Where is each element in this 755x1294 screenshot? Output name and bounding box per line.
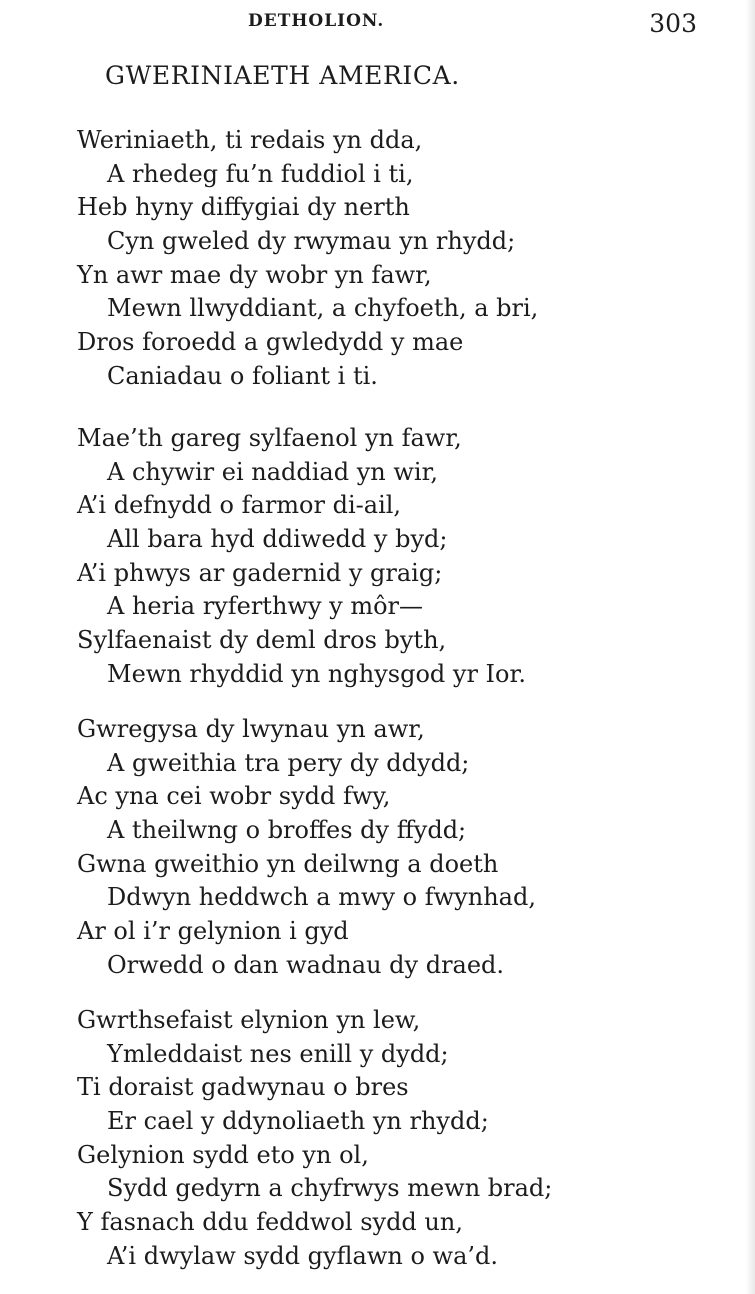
poem-line: A heria ryferthwy y môr— [107,592,423,621]
poem-line: Ac yna cei wobr sydd fwy, [77,782,391,811]
poem-line: Orwedd o dan wadnau dy draed. [107,950,505,979]
poem-line: A rhedeg fu’n fuddiol i ti, [107,159,414,188]
poem-line: A theilwng o broffes dy ffydd; [107,816,467,845]
poem-line: Mae’th gareg sylfaenol yn fawr, [77,424,462,452]
poem-line: Dros foroedd a gwledydd y mae [77,328,464,357]
poem-line: A’i dwylaw sydd gyflawn o wa’d. [107,1241,499,1270]
poem-line: Cyn gweled dy rwymau yn rhydd; [107,227,516,256]
stanza-4 [77,1004,727,1274]
poem-line: Sydd gedyrn a chyfrwys mewn brad; [107,1174,553,1203]
poem-line: Er cael y ddynoliaeth yn rhydd; [107,1107,489,1136]
stanza-2 [77,422,727,692]
poem-line: Mewn rhyddid yn nghysgod yr Ior. [107,659,526,688]
poem-line: Heb hyny diffygiai dy nerth [77,193,410,222]
poem-title: GWERINIAETH AMERICA. [105,61,460,90]
poem-line: Yn awr mae dy wobr yn fawr, [77,260,432,289]
poem-line: Gwrthsefaist elynion yn lew, [77,1006,421,1034]
poem-line: All bara hyd ddiwedd y byd; [107,525,448,554]
poem-line: A’i defnydd o farmor di-ail, [77,491,402,520]
page-edge-shadow [745,0,755,1294]
poem-line: Weriniaeth, ti redais yn dda, [77,126,423,154]
poem-line: Sylfaenaist dy deml dros byth, [77,626,447,655]
poem-line: A gweithia tra pery dy ddydd; [107,748,470,777]
poem-line: Gwna gweithio yn deilwng a doeth [77,849,499,878]
poem-line: Mewn llwyddiant, a chyfoeth, a bri, [107,294,539,323]
poem-line: Ymleddaist nes enill y dydd; [107,1039,449,1068]
stanza-3 [77,713,727,983]
poem-line: Ddwyn heddwch a mwy o fwynhad, [107,883,536,912]
poem-line: Ar ol i’r gelynion i gyd [77,917,349,946]
stanza-1 [77,124,727,394]
poem-line: Gelynion sydd eto yn ol, [77,1140,369,1169]
page-number: 303 [649,9,697,38]
poem-line: Caniadau o foliant i ti. [107,361,378,390]
poem-line: Ti doraist gadwynau o bres [77,1073,409,1102]
poem-line: A chywir ei naddiad yn wir, [107,457,439,486]
running-head: DETHOLION. [248,11,385,31]
poem-line: Y fasnach ddu feddwol sydd un, [77,1208,463,1237]
poem-line: A’i phwys ar gadernid y graig; [77,558,443,587]
poem-line: Gwregysa dy lwynau yn awr, [77,715,425,743]
